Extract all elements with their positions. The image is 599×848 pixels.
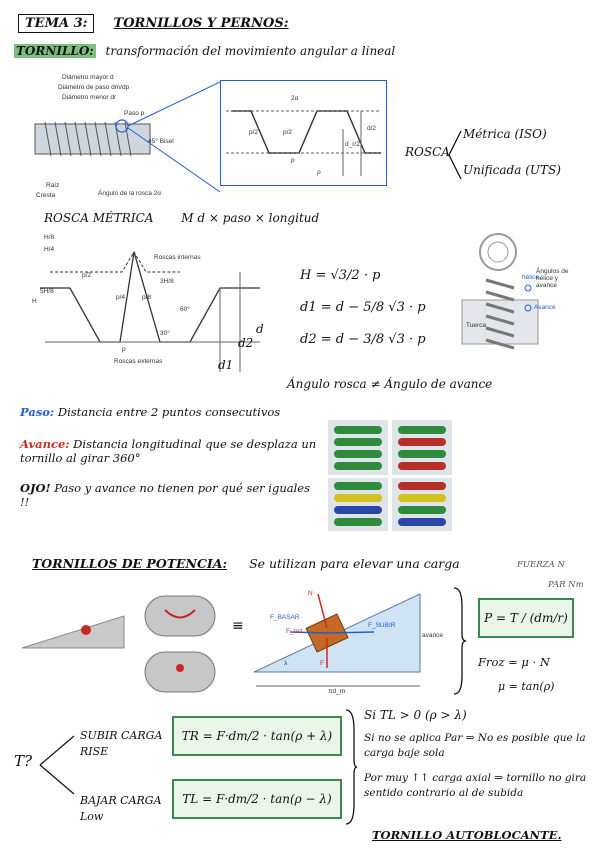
incline-f-subir: F_SUBIR [368,622,396,629]
header [18,12,289,33]
incline-f-roz: F_roz [286,628,303,635]
brace [447,129,463,181]
helix-avance: Avance [534,304,556,311]
metrica-title-row [44,211,319,225]
metrica-title: ROSCA MÉTRICA [44,211,154,225]
bajar-label: BAJAR CARGA [80,794,162,807]
tornillo-term: TORNILLO: [16,44,94,58]
inclined-plane-image [250,588,450,696]
bajar-block [80,793,162,825]
torque-question: T? [14,752,33,770]
incline-ball-image [20,610,130,650]
thread-zoom [220,80,387,186]
formula-d1: d1 = d − 5/8 √3 · p [300,300,426,315]
incline-pidm: πd_m [328,688,346,695]
p-formula-box: P = T / (dm/r) [478,598,574,638]
cylinder-image [135,590,230,700]
metric-p2: p/2 [82,272,92,279]
mu-formula: μ = tan(ρ) [498,680,555,693]
bracket-right [452,586,468,696]
helix-helice: hélice [522,274,539,281]
rosca-label: ROSCA [405,145,450,159]
thread-zoom-diagram [221,81,386,185]
bajar-alt: Low [80,810,104,823]
metric-h4: H/4 [44,246,55,253]
incline-lambda: λ [284,660,288,667]
fuerza-label: FUERZA N [517,560,565,570]
autoblocante: TORNILLO AUTOBLOCANTE. [372,828,562,842]
helix-tuerca: Tuerca [466,322,486,329]
zoom-dr2: d_r/2 [345,141,360,148]
def-paso [20,405,320,419]
inclined-plane-diagram [250,588,450,696]
metric-p4: p/4 [116,294,126,301]
def-paso-term: Paso: [20,405,55,419]
metric-h8: H/8 [44,234,55,241]
subir-label: SUBIR CARGA [80,729,163,742]
def-ojo-term: OJO! [20,481,51,495]
torque-branch-arrows [38,730,78,800]
metric-H: H [32,298,37,305]
note-1: Si no se aplica Par ⇒ No es posible que la carga baje sola [364,732,586,759]
label-d-menor: Diámetro menor dr [62,94,117,101]
metric-roscas-internas: Roscas internas [154,254,201,261]
cylinder-sketch [135,590,230,700]
def-ojo-text: Paso y avance no tienen por qué ser iguales !! [20,481,310,509]
metric-profile-figure [30,232,270,382]
screw-renders [326,418,456,533]
def-paso-text: Distancia entre 2 puntos consecutivos [57,405,281,419]
rosca-metrica: Métrica (ISO) [463,127,547,141]
label-paso: Paso p [124,110,145,117]
note-2: Por muy ↑↑ carga axial ⇒ tornillo no gira sentido contrario al de subida [364,772,587,799]
zoom-p2-a: p/2 [249,129,259,136]
torque-bracket [344,708,358,826]
metric-60: 60° [180,306,190,313]
metric-3h8: 3H/8 [160,278,174,285]
incline-N: N [308,590,313,597]
metric-roscas-externas: Roscas externas [114,358,163,365]
incline-F: F [320,660,324,667]
metrica-designation: M d × paso × longitud [181,211,320,225]
page-title: TORNILLOS Y PERNOS: [113,16,289,31]
formula-d2: d2 = d − 3/8 √3 · p [300,332,426,347]
subir-block [80,728,162,760]
zoom-p: p [291,157,295,164]
torque-notes [364,708,589,801]
angle-note: Ángulo rosca ≠ Ángulo de avance [287,377,493,391]
condition: Si TL > 0 (ρ > λ) [364,708,467,722]
label-d-mayor: Diámetro mayor d [62,74,114,81]
label-raiz: Raíz [46,182,60,189]
helix-angulos: Ángulos de hélice y avance [536,268,569,289]
froz-formula: Froz = μ · N [478,655,550,669]
def-avance-term: Avance: [20,437,70,451]
zoom-p2-b: p/2 [283,129,293,136]
tl-formula-box: TL = F·dm/2 · tan(ρ − λ) [172,779,342,819]
definitions [20,405,320,509]
incline-ball-sketch [20,610,130,650]
metric-d1: d1 [218,358,234,372]
potencia-text: Se utilizan para elevar una carga [249,556,460,571]
def-avance-text: Distancia longitudinal que se desplaza un tornillo al girar 360° [20,437,317,465]
screw-renders-image [326,418,456,533]
potencia-row [32,556,460,571]
zoom-2alpha: 2α [291,95,299,102]
metric-30: 30° [160,330,170,337]
label-d-paso: Diámetro de paso dm/dp [58,84,130,91]
label-cresta: Cresta [36,192,56,199]
zoom-rho: ρ [317,169,321,176]
incline-f-bajar: F_BASAR [270,614,300,621]
formula-H: H = √3/2 · p [300,268,381,283]
rosca-unificada: Unificada (UTS) [463,163,561,177]
metric-p: p [122,346,126,353]
metric-d: d [256,322,264,336]
par-label: PAR Nm [548,580,584,590]
helix-figure [458,230,573,365]
potencia-title: TORNILLOS DE POTENCIA: [32,556,228,571]
metric-p8: p/8 [142,294,152,301]
label-angulo-rosca: Ángulo de la rosca 2α [98,190,162,197]
metric-d2: d2 [238,336,254,350]
def-ojo [20,481,320,509]
tornillo-definition [14,44,395,58]
zoom-d2: d/2 [367,125,377,132]
tema-label: TEMA 3: [18,14,94,33]
tr-formula-box: TR = F·dm/2 · tan(ρ + λ) [172,716,342,756]
def-avance [20,437,320,465]
subir-alt: RISE [80,745,109,758]
label-bisel: 45° Bisel [148,138,174,145]
thread-figure [20,72,220,204]
helix-diagram [458,230,573,365]
metric-formulas [300,260,426,356]
equals-sign: ≡ [232,618,244,634]
metric-5h8: 5H/8 [40,288,54,295]
incline-avance: avance [422,632,443,639]
tornillo-text: transformación del movimiento angular a lineal [105,44,396,58]
